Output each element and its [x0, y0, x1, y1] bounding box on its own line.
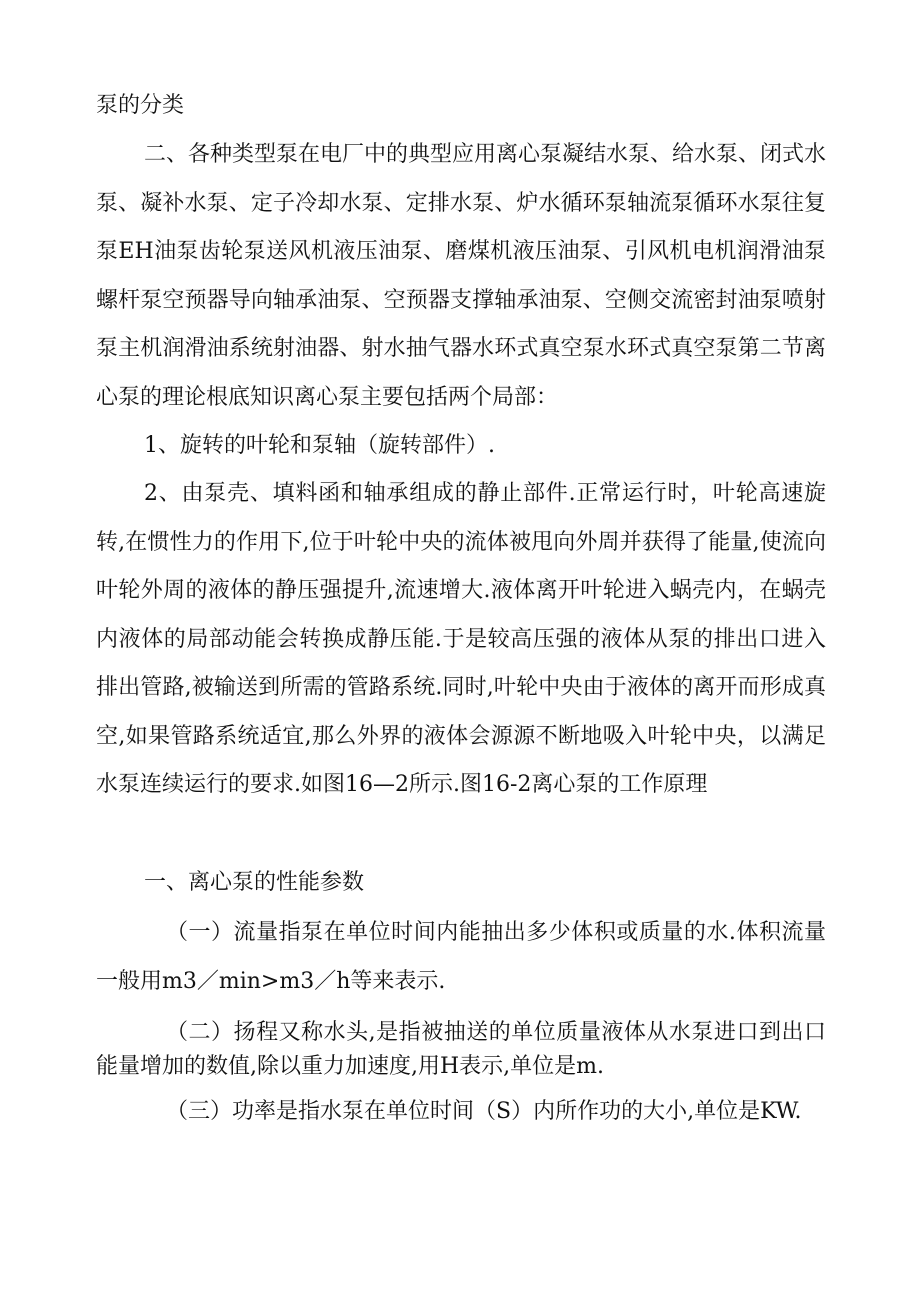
- paragraph-pump-applications: 二、各种类型泵在电厂中的典型应用离心泵凝结水泵、给水泵、闭式水泵、凝补水泵、定子冷却水泵、定排水泵、炉水循环泵轴流泵循环水泵往复泵EH油泵齿轮泵送风机液压油泵、磨煤机液压油泵、引风机电机润滑油泵螺杆泵空预器导向轴承油泵、空预器支撑轴承油泵、空侧交流密封油泵喷射泵主机润滑油系统射油器、射水抽气器水环式真空泵水环式真空泵第二节离心泵的理论根底知识离心泵主要包括两个局部：: [96, 142, 827, 410]
- paragraph-flow-rate: （一）流量指泵在单位时间内能抽出多少体积或质量的水.体积流量一般用m3／min>m3／h等来表示.: [96, 920, 826, 994]
- paragraph-head: （二）扬程又称水头,是指被抽送的单位质量液体从水泵进口到出口能量增加的数值,除以重力加速度,用H表示,单位是m.: [96, 1020, 826, 1079]
- list-item-rotating-parts: 1、旋转的叶轮和泵轴（旋转部件）.: [144, 433, 495, 458]
- section-heading-performance-parameters: 一、离心泵的性能参数: [144, 870, 365, 895]
- paragraph-power: （三）功率是指水泵在单位时间（S）内所作功的大小,单位是KW.: [166, 1099, 802, 1124]
- paragraph-static-parts-working-principle: 2、由泵壳、填料函和轴承组成的静止部件.正常运行时，叶轮高速旋转,在惯性力的作用下,位于叶轮中央的流体被甩向外周并获得了能量,使流向叶轮外周的液体的静压强提升,流速增大.液体离开叶轮进入蜗壳内，在蜗壳内液体的局部动能会转换成静压能.于是较高压强的液体从泵的排出口进入排出管路,被输送到所需的管路系统.同时,叶轮中央由于液体的离开而形成真空,如果管路系统适宜,那么外界的液体会源源不断地吸入叶轮中央，以满足水泵连续运行的要求.如图16—2所示.图16-2离心泵的工作原理: [96, 481, 826, 797]
- section-heading-pump-classification: 泵的分类: [96, 93, 185, 118]
